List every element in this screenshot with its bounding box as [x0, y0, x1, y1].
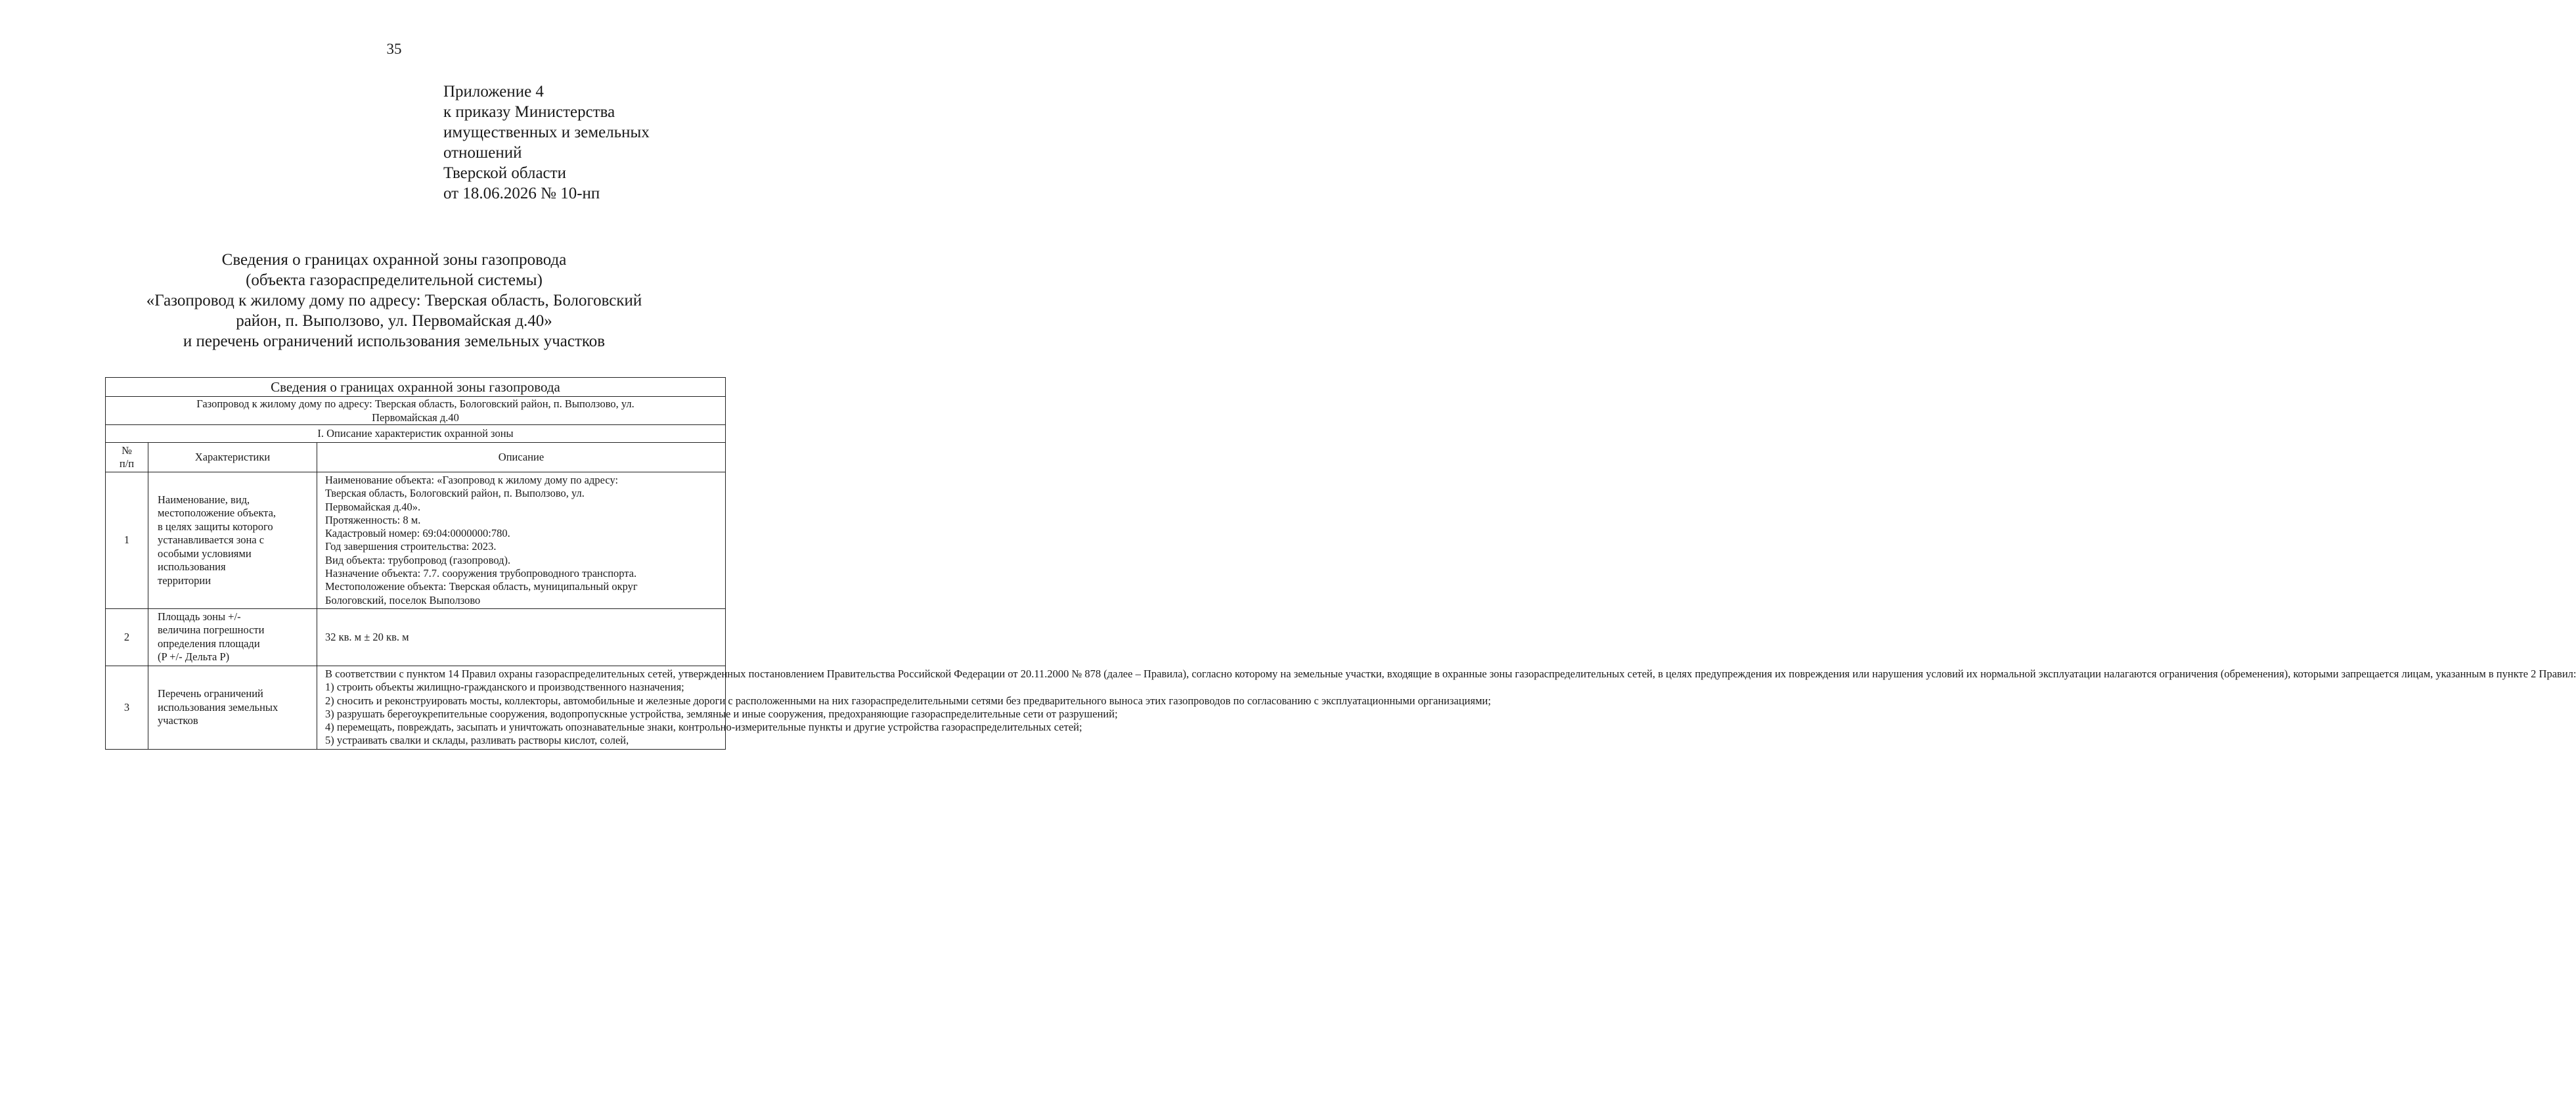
- row-number: 1: [106, 472, 148, 609]
- characteristic-line: Наименование, вид,: [158, 493, 250, 506]
- description-paragraph: 2) сносить и реконструировать мосты, коллекторы, автомобильные и железные дороги с расположенными на них газораспределительными сетями без предварительного выноса этих газопроводов по согласованию с эксплуатационными организациями;: [325, 694, 1491, 707]
- title-line: Сведения о границах охранной зоны газопровода: [221, 251, 567, 269]
- description-line: Протяженность: 8 м.: [325, 513, 421, 526]
- description-line: 32 кв. м ± 20 кв. м: [325, 630, 409, 643]
- description-line: Кадастровый номер: 69:04:0000000:780.: [325, 527, 510, 540]
- object-line: Первомайская д.40: [372, 411, 459, 424]
- row-characteristic: [148, 472, 317, 609]
- characteristic-line: Перечень ограничений: [158, 687, 263, 700]
- table-header-object: [106, 397, 726, 425]
- appendix-line: имущественных и земельных: [443, 124, 650, 141]
- row-description: [317, 608, 726, 666]
- description-line: Вид объекта: трубопровод (газопровод).: [325, 553, 511, 566]
- column-header-number-line: №: [122, 444, 132, 457]
- appendix-line: отношений: [443, 144, 522, 162]
- title-line: и перечень ограничений использования земельных участков: [183, 332, 606, 350]
- characteristic-line: местоположение объекта,: [158, 507, 277, 520]
- description-paragraph: 4) перемещать, повреждать, засыпать и уничтожать опознавательные знаки, контрольно-измерительные пункты и другие устройства газораспределительных сетей;: [325, 721, 1082, 734]
- row-characteristic: [148, 608, 317, 666]
- table-header-main: Сведения о границах охранной зоны газопровода: [106, 378, 726, 397]
- characteristic-line: устанавливается зона с: [158, 533, 265, 547]
- table-row: [106, 608, 726, 666]
- row-number: 2: [106, 608, 148, 666]
- characteristic-line: территории: [158, 574, 211, 587]
- characteristic-line: Площадь зоны +/-: [158, 610, 241, 623]
- row-description: [317, 472, 726, 609]
- description-line: Первомайская д.40».: [325, 500, 421, 513]
- description-line: Наименование объекта: «Газопровод к жилому дому по адресу:: [325, 474, 619, 486]
- zone-table: [105, 377, 2576, 750]
- appendix-line: Приложение 4: [443, 83, 544, 101]
- page-number: 35: [386, 41, 402, 57]
- characteristic-line: в целях защиты которого: [158, 520, 273, 533]
- description-line: Местоположение объекта: Тверская область, муниципальный округ: [325, 580, 638, 593]
- appendix-line: Тверской области: [443, 164, 566, 182]
- description-paragraph: 1) строить объекты жилищно-гражданского и производственного назначения;: [325, 681, 684, 694]
- title-line: район, п. Выползово, ул. Первомайская д.40»: [236, 312, 552, 330]
- description-paragraph: 3) разрушать берегоукрепительные сооружения, водопропускные устройства, земляные и иные сооружения, предохраняющие газораспределительные сети от разрушений;: [325, 707, 1118, 720]
- description-paragraph: В соответствии с пунктом 14 Правил охраны газораспределительных сетей, утвержденных постановлением Правительства Российской Федерации от 20.11.2000 № 878 (далее – Правила), согласно которому на земельные участки, входящие в охранные зоны газораспределительных сетей, в целях предупреждения их повреждения или нарушения условий их нормальной эксплуатации налагаются ограничения (обременения), которыми запрещается лицам, указанным в пункте 2 Правил:: [325, 667, 2576, 680]
- row-description: [317, 666, 2576, 749]
- row-characteristic: [148, 666, 317, 749]
- description-line: Бологовский, поселок Выползово: [325, 593, 481, 606]
- characteristic-line: величина погрешности: [158, 624, 265, 637]
- characteristic-line: особыми условиями: [158, 547, 252, 560]
- title-line: (объекта газораспределительной системы): [246, 271, 543, 289]
- appendix-line: к приказу Министерства: [443, 103, 615, 121]
- appendix-line: от 18.06.2026 № 10-нп: [443, 185, 600, 202]
- characteristic-line: использования: [158, 560, 226, 574]
- title-line: «Газопровод к жилому дому по адресу: Тверская область, Бологовский: [146, 292, 642, 309]
- row-number: 3: [106, 666, 148, 749]
- column-header-characteristics: Характеристики: [148, 443, 317, 472]
- table-row: [106, 666, 726, 749]
- table-section-title: I. Описание характеристик охранной зоны: [106, 425, 726, 443]
- table-row: [106, 472, 726, 609]
- column-header-number: [106, 443, 148, 472]
- description-paragraph: 5) устраивать свалки и склады, разливать растворы кислот, солей,: [325, 734, 629, 747]
- characteristic-line: участков: [158, 714, 198, 727]
- appendix-block: [443, 81, 650, 204]
- description-line: Тверская область, Бологовский район, п. Выползово, ул.: [325, 487, 585, 500]
- document-title: [99, 250, 690, 351]
- characteristic-line: использования земельных: [158, 700, 278, 714]
- object-line: Газопровод к жилому дому по адресу: Тверская область, Бологовский район, п. Выползово, ул.: [196, 397, 634, 410]
- description-line: Назначение объекта: 7.7. сооружения трубопроводного транспорта.: [325, 567, 637, 580]
- column-header-number-line: п/п: [119, 457, 135, 470]
- characteristic-line: (P +/- Дельта P): [158, 650, 230, 664]
- column-header-description: Описание: [317, 443, 726, 472]
- description-line: Год завершения строительства: 2023.: [325, 540, 497, 553]
- characteristic-line: определения площади: [158, 637, 260, 650]
